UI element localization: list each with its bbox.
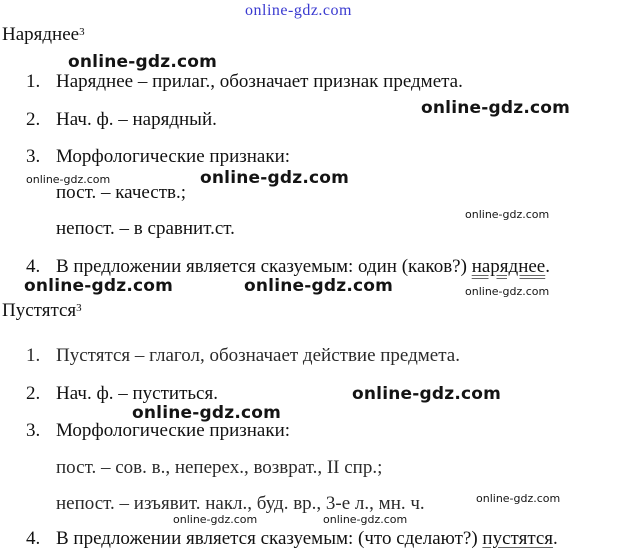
- watermark-top: online-gdz.com: [245, 2, 352, 19]
- item-number: 3.: [26, 146, 41, 167]
- item-number: 4.: [26, 256, 41, 277]
- item-number: 1.: [26, 345, 41, 366]
- item-number: 3.: [26, 420, 41, 441]
- watermark: online-gdz.com: [24, 276, 174, 296]
- watermark: online-gdz.com: [476, 492, 561, 505]
- watermark: online-gdz.com: [173, 513, 258, 526]
- underlined-word: пустятся: [482, 528, 554, 549]
- item-text: Морфологические признаки:: [56, 420, 291, 441]
- word-heading-1: [2, 24, 85, 46]
- item-text: Морфологические признаки:: [56, 146, 291, 167]
- watermark: online-gdz.com: [465, 285, 550, 298]
- sub-item-text: пост. – сов. в., неперех., возврат., II спр.;: [56, 457, 383, 478]
- watermark: online-gdz.com: [26, 173, 111, 186]
- word-heading-2: [2, 300, 82, 322]
- sub-item-text: непост. – в сравнит.ст.: [56, 218, 235, 239]
- heading-superscript: 3: [76, 302, 82, 314]
- item-text: Нач. ф. – пуститься.: [56, 383, 218, 404]
- watermark: online-gdz.com: [352, 384, 502, 404]
- item-text: В предложении является сказуемым: один (каков?): [56, 256, 472, 277]
- item-text: В предложении является сказуемым: (что сделают?): [56, 528, 483, 549]
- watermark: online-gdz.com: [132, 403, 282, 423]
- watermark: online-gdz.com: [421, 98, 571, 118]
- item-number: 2.: [26, 383, 41, 404]
- heading-superscript: 3: [79, 26, 85, 38]
- item-text-wrapper: [56, 528, 558, 550]
- watermark: online-gdz.com: [465, 208, 550, 221]
- watermark: online-gdz.com: [200, 168, 350, 188]
- item-text-wrapper: [56, 256, 550, 278]
- heading-word: Наряднее: [2, 24, 80, 45]
- item-number: 2.: [26, 109, 41, 130]
- item-text: Нач. ф. – нарядный.: [56, 109, 217, 130]
- underlined-word: наряднее: [471, 256, 546, 277]
- heading-word: Пустятся: [2, 300, 77, 321]
- watermark: online-gdz.com: [68, 52, 218, 72]
- item-number: 1.: [26, 71, 41, 92]
- sub-item-text: непост. – изъявит. накл., буд. вр., 3-е л., мн. ч.: [56, 493, 425, 514]
- item-text-end: .: [553, 528, 558, 549]
- item-text-end: .: [545, 256, 550, 277]
- sub-item-text: пост. – качеств.;: [56, 182, 187, 203]
- item-text: Наряднее – прилаг., обозначает признак предмета.: [56, 71, 463, 92]
- watermark: online-gdz.com: [244, 276, 394, 296]
- item-text: Пустятся – глагол, обозначает действие предмета.: [56, 345, 460, 366]
- watermark: online-gdz.com: [323, 513, 408, 526]
- item-number: 4.: [26, 528, 41, 549]
